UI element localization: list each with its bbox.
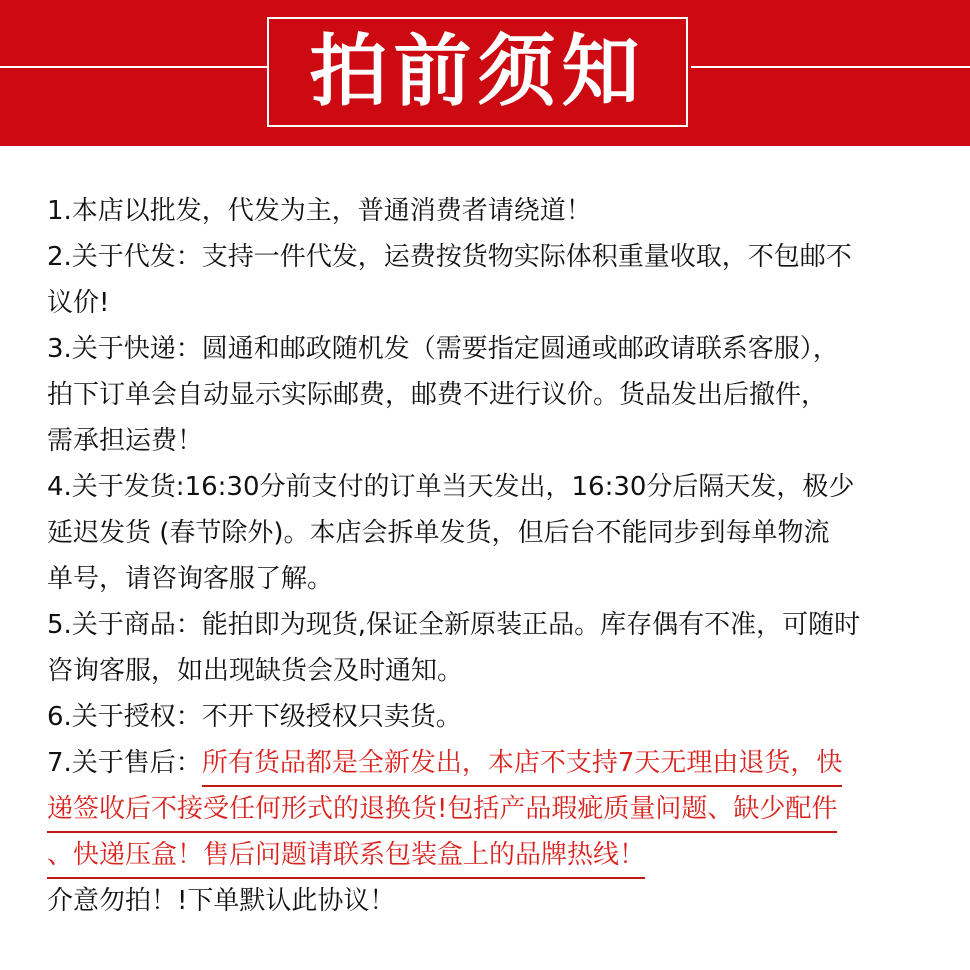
banner-divider-right bbox=[691, 66, 970, 68]
notice-line-1: 1.本店以批发，代发为主，普通消费者请绕道！ bbox=[47, 196, 592, 226]
after-sales-warning-3: 、快递压盒！售后问题请联系包装盒上的品牌热线！ bbox=[47, 835, 645, 879]
notice-line-8: 延迟发货 (春节除外)。本店会拆单发货，但后台不能同步到每单物流 bbox=[47, 518, 830, 548]
title-frame bbox=[267, 17, 688, 127]
banner-divider-left bbox=[0, 66, 268, 68]
after-sales-label: 7.关于售后： bbox=[47, 748, 202, 778]
notice-line-13 bbox=[47, 740, 927, 786]
notice-line-14 bbox=[47, 786, 927, 832]
notice-line-6: 需承担运费！ bbox=[47, 426, 204, 456]
after-sales-warning-2: 递签收后不接受任何形式的退换货!包括产品瑕疵质量问题、缺少配件 bbox=[47, 789, 837, 833]
notice-line-15 bbox=[47, 832, 927, 878]
notice-line-9: 单号，请咨询客服了解。 bbox=[47, 564, 334, 594]
after-sales-warning-1: 所有货品都是全新发出，本店不支持7天无理由退货，快 bbox=[202, 743, 843, 787]
notice-line-12: 6.关于授权：不开下级授权只卖货。 bbox=[47, 702, 462, 732]
notice-line-11: 咨询客服，如出现缺货会及时通知。 bbox=[47, 656, 464, 686]
notice-line-4: 3.关于快递：圆通和邮政随机发（需要指定圆通或邮政请联系客服）， bbox=[47, 334, 839, 364]
notice-line-2: 2.关于代发：支持一件代发，运费按货物实际体积重量收取，不包邮不 bbox=[47, 242, 852, 272]
page-title: 拍前须知 bbox=[309, 27, 646, 117]
closing-statement: 介意勿拍！!下单默认此协议！ bbox=[47, 886, 396, 916]
notice-list bbox=[47, 188, 927, 924]
notice-line-3: 议价! bbox=[47, 288, 110, 318]
notice-line-5: 拍下订单会自动显示实际邮费，邮费不进行议价。货品发出后撤件， bbox=[47, 380, 828, 410]
header-banner bbox=[0, 0, 970, 146]
notice-line-10: 5.关于商品：能拍即为现货,保证全新原装正品。库存偶有不准，可随时 bbox=[47, 610, 861, 640]
notice-line-7: 4.关于发货:16:30分前支付的订单当天发出，16:30分后隔天发，极少 bbox=[47, 472, 855, 502]
